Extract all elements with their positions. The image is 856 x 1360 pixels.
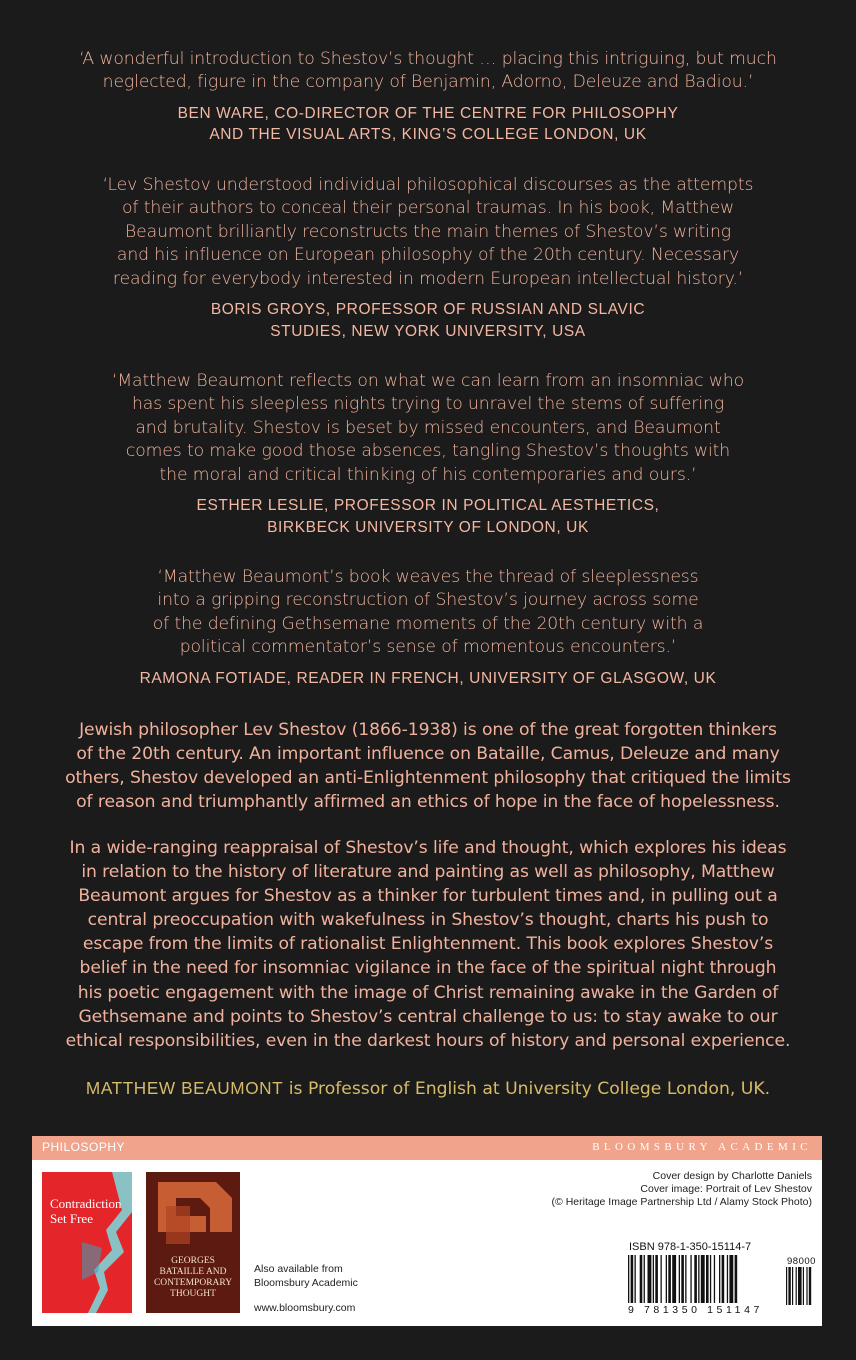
also-available-text: Also available from Bloomsbury Academic [254,1263,358,1289]
endorsement-attribution: BORIS GROYS, PROFESSOR OF RUSSIAN AND SLAVIC STUDIES, NEW YORK UNIVERSITY, USA [210,301,646,340]
author-bio [30,1076,826,1101]
book-title: Contradiction Set Free [50,1196,122,1226]
publisher-panel [32,1136,822,1326]
endorsement-quote: ‘A wonderful introduction to Shestov’s thought … placing this intriguing, but much neglected, figure in the company of Benjamin, Adorno, Deleuze and Badiou.’ [79,49,777,93]
isbn-label: ISBN 978-1-350-15114-7 [629,1241,752,1253]
endorsement-quote: ‘Matthew Beaumont’s book weaves the thread of sleeplessness into a gripping reconstruction of Shestov’s journey across some of the defining Gethsemane moments of the 20th century with a political commentator’s sense of momentous encounters.’ [152,567,704,658]
endorsement-3 [30,370,826,538]
related-book-cover-1 [42,1172,132,1313]
category-label: PHILOSOPHY [42,1140,126,1154]
endorsement-attribution: BEN WARE, CO-DIRECTOR OF THE CENTRE FOR PHILOSOPHY AND THE VISUAL ARTS, KING’S COLLEGE LONDON, UK [177,104,679,144]
endorsement-2 [30,174,826,342]
publisher-name: BLOOMSBURY ACADEMIC [592,1141,812,1153]
author-name: MATTHEW BEAUMONT [85,1078,284,1098]
book-cover-art [42,1172,132,1313]
blurb-paragraph-2: In a wide-ranging reappraisal of Shestov’s life and thought, which explores his ideas in relation to the history of literature and painting as well as philosophy, Matthew Beaumont argues for Shestov as a thinker for turbulent times and, in pulling out a central preoccupation with wakefulness in Shestov’s thought, charts his push to escape from the limits of rationalist Enlightenment. This book explores Shestov’s belief in the need for insomniac vigilance in the face of the spiritual night through his poetic engagement with the image of Christ remaining awake in the Garden of Gethsemane and points to Shestov’s central challenge to us: to stay awake to our ethical responsibilities, even in the darkest hours of history and personal experience. [65,838,791,1051]
endorsement-1 [30,48,826,146]
endorsement-quote: ‘Lev Shestov understood individual philosophical discourses as the attempts of their authors to conceal their personal traumas. In his book, Matthew Beaumont brilliantly reconstructs the main themes of Shestov’s writing and his influence on European philosophy of the 20th century. Necessary reading for everybody interested in modern European intellectual history.’ [102,175,754,289]
panel-header-bar [32,1136,822,1160]
endorsement-attribution: ESTHER LESLIE, PROFESSOR IN POLITICAL AESTHETICS, BIRKBECK UNIVERSITY OF LONDON, UK [196,497,660,536]
blurb-paragraph-1: Jewish philosopher Lev Shestov (1866-1938) is one of the great forgotten thinkers of the 20th century. An important influence on Bataille, Camus, Deleuze and many others, Shestov developed an anti-Enlightenment philosophy that critiqued the limits of reason and triumphantly affirmed an ethics of hope in the face of hopelessness. [65,720,791,813]
endorsement-attribution: RAMONA FOTIADE, READER IN FRENCH, UNIVERSITY OF GLASGOW, UK [139,669,717,687]
barcode-digits: 9 781350 151147 [628,1304,763,1316]
barcode-addon-digits: 98000 [787,1256,816,1267]
related-book-cover-2 [146,1172,240,1313]
endorsement-quote: ‘Matthew Beaumont reflects on what we can learn from an insomniac who has spent his sleepless nights trying to unravel the stems of suffering and brutality. Shestov is beset by missed encounters, and Beaumont comes to make good those absences, tangling Shestov’s thoughts with the moral and critical thinking of his contemporaries and ours.’ [111,371,745,485]
publisher-website[interactable]: www.bloomsbury.com [254,1302,356,1314]
cover-credits: Cover design by Charlotte Daniels Cover image: Portrait of Lev Shestov (© Heritage Image Partnership Ltd / Alamy Stock Photo) [551,1170,812,1208]
endorsement-4 [30,566,826,689]
author-bio-text: is Professor of English at University College London, UK. [283,1079,771,1099]
book-title: GEORGES BATAILLE AND CONTEMPORARY THOUGHT [153,1256,233,1299]
